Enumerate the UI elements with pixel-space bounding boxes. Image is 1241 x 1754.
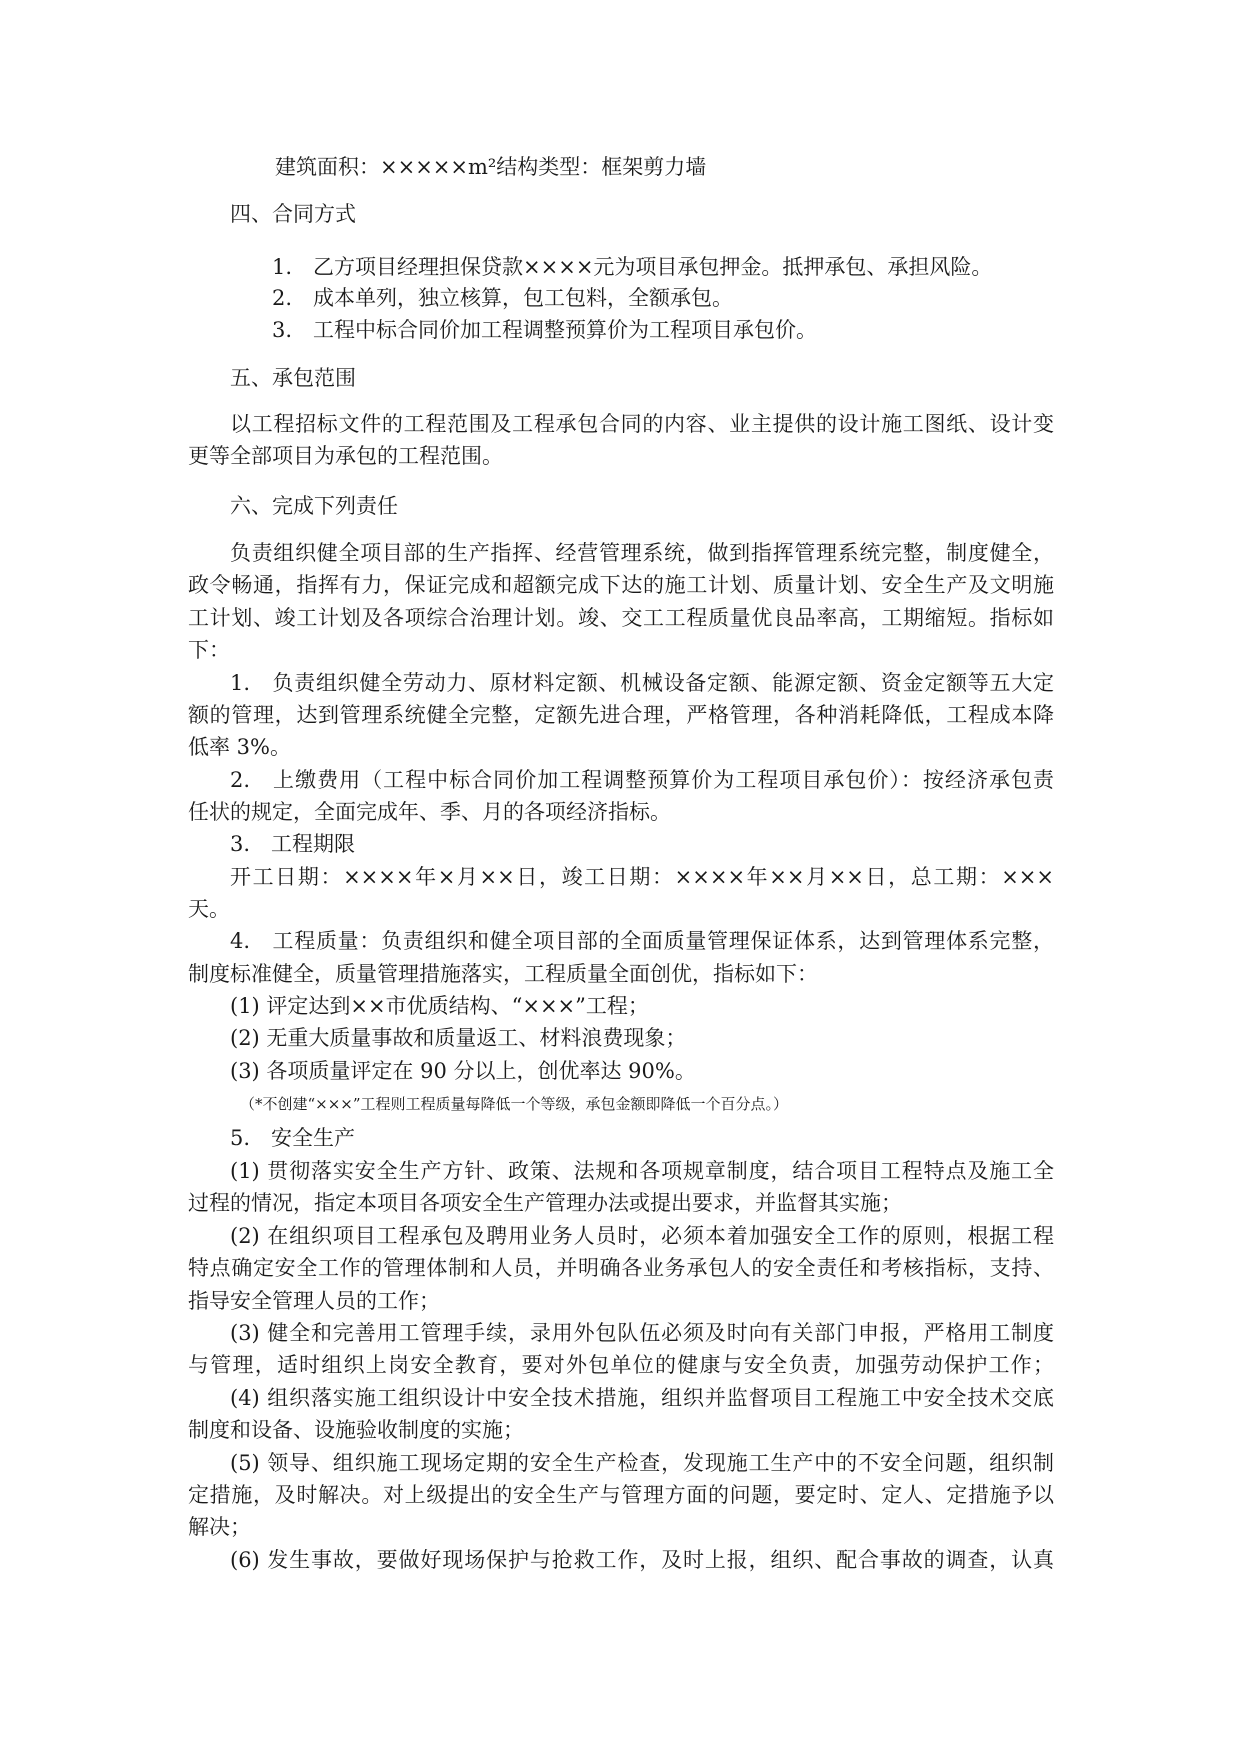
paragraph-line: 以工程招标文件的工程范围及工程承包合同的内容、业主提供的设计施工图纸、设计变: [230, 412, 1054, 436]
paragraph-line: 1. 负责组织健全劳动力、原材料定额、机械设备定额、能源定额、资金定额等五大定: [230, 671, 1054, 695]
list-item: 3. 工程中标合同价加工程调整预算价为工程项目承包价。: [272, 318, 818, 342]
list-item: (3) 各项质量评定在 90 分以上，创优率达 90%。: [230, 1059, 696, 1083]
paragraph-line: 4. 工程质量：负责组织和健全项目部的全面质量管理保证体系，达到管理体系完整，: [230, 929, 1054, 953]
paragraph-line: 定措施，及时解决。对上级提出的安全生产与管理方面的问题，要定时、定人、定措施予以: [188, 1483, 1054, 1507]
paragraph-line: (6) 发生事故，要做好现场保护与抢救工作，及时上报，组织、配合事故的调查，认真: [230, 1548, 1054, 1572]
paragraph-line: 制度标准健全，质量管理措施落实，工程质量全面创优，指标如下：: [188, 962, 818, 986]
section-heading-responsibilities: 六、完成下列责任: [230, 494, 398, 518]
paragraph-line: 额的管理，达到管理系统健全完整，定额先进合理，严格管理，各种消耗降低，工程成本降: [188, 703, 1054, 727]
paragraph-line: 政令畅通，指挥有力，保证完成和超额完成下达的施工计划、质量计划、安全生产及文明施: [188, 573, 1054, 597]
paragraph-line: (3) 健全和完善用工管理手续，录用外包队伍必须及时向有关部门申报，严格用工制度: [230, 1321, 1054, 1345]
paragraph-line: 3. 工程期限: [230, 832, 356, 856]
paragraph-line: 特点确定安全工作的管理体制和人员，并明确各业务承包人的安全责任和考核指标，支持、: [188, 1256, 1054, 1280]
paragraph-line: 负责组织健全项目部的生产指挥、经营管理系统，做到指挥管理系统完整，制度健全，: [230, 541, 1054, 565]
list-item: 1. 乙方项目经理担保贷款××××元为项目承包押金。抵押承包、承担风险。: [272, 255, 993, 279]
paragraph-line: 制度和设备、设施验收制度的实施；: [188, 1418, 524, 1442]
section-heading-contract-scope: 五、承包范围: [230, 366, 356, 390]
paragraph-line: (2) 在组织项目工程承包及聘用业务人员时，必须本着加强安全工作的原则，根据工程: [230, 1224, 1054, 1248]
paragraph-line: 指导安全管理人员的工作；: [188, 1289, 440, 1313]
list-item: 2. 成本单列，独立核算，包工包料，全额承包。: [272, 286, 734, 310]
paragraph-line: (5) 领导、组织施工现场定期的安全生产检查，发现施工生产中的不安全问题，组织制: [230, 1451, 1054, 1475]
list-item: (2) 无重大质量事故和质量返工、材料浪费现象；: [230, 1026, 687, 1050]
building-info-line: 建筑面积：×××××m²结构类型：框架剪力墙: [275, 155, 707, 179]
section-heading-contract-method: 四、合同方式: [230, 202, 356, 226]
paragraph-line: 工计划、竣工计划及各项综合治理计划。竣、交工工程质量优良品率高，工期缩短。指标如: [188, 606, 1054, 630]
paragraph-line: 任状的规定，全面完成年、季、月的各项经济指标。: [188, 800, 671, 824]
paragraph-line: 低率 3%。: [188, 735, 291, 759]
paragraph-line: 解决；: [188, 1515, 251, 1539]
paragraph-line: 开工日期：××××年×月××日，竣工日期：××××年××月××日，总工期：×××: [230, 865, 1054, 889]
paragraph-line: 过程的情况，指定本项目各项安全生产管理办法或提出要求，并监督其实施；: [188, 1191, 902, 1215]
paragraph-line: 更等全部项目为承包的工程范围。: [188, 444, 503, 468]
footnote: （*不创建“×××”工程则工程质量每降低一个等级，承包金额即降低一个百分点。）: [240, 1095, 789, 1113]
list-item: (1) 评定达到××市优质结构、“×××”工程；: [230, 994, 649, 1018]
paragraph-line: 与管理，适时组织上岗安全教育，要对外包单位的健康与安全负责，加强劳动保护工作；: [188, 1353, 1054, 1377]
paragraph-line: (4) 组织落实施工组织设计中安全技术措施，组织并监督项目工程施工中安全技术交底: [230, 1386, 1054, 1410]
paragraph-line: 天。: [188, 897, 230, 921]
paragraph-line: (1) 贯彻落实安全生产方针、政策、法规和各项规章制度，结合项目工程特点及施工全: [230, 1159, 1054, 1183]
paragraph-line: 下：: [188, 638, 230, 662]
paragraph-line: 2. 上缴费用（工程中标合同价加工程调整预算价为工程项目承包价）：按经济承包责: [230, 768, 1054, 792]
paragraph-line: 5. 安全生产: [230, 1126, 356, 1150]
